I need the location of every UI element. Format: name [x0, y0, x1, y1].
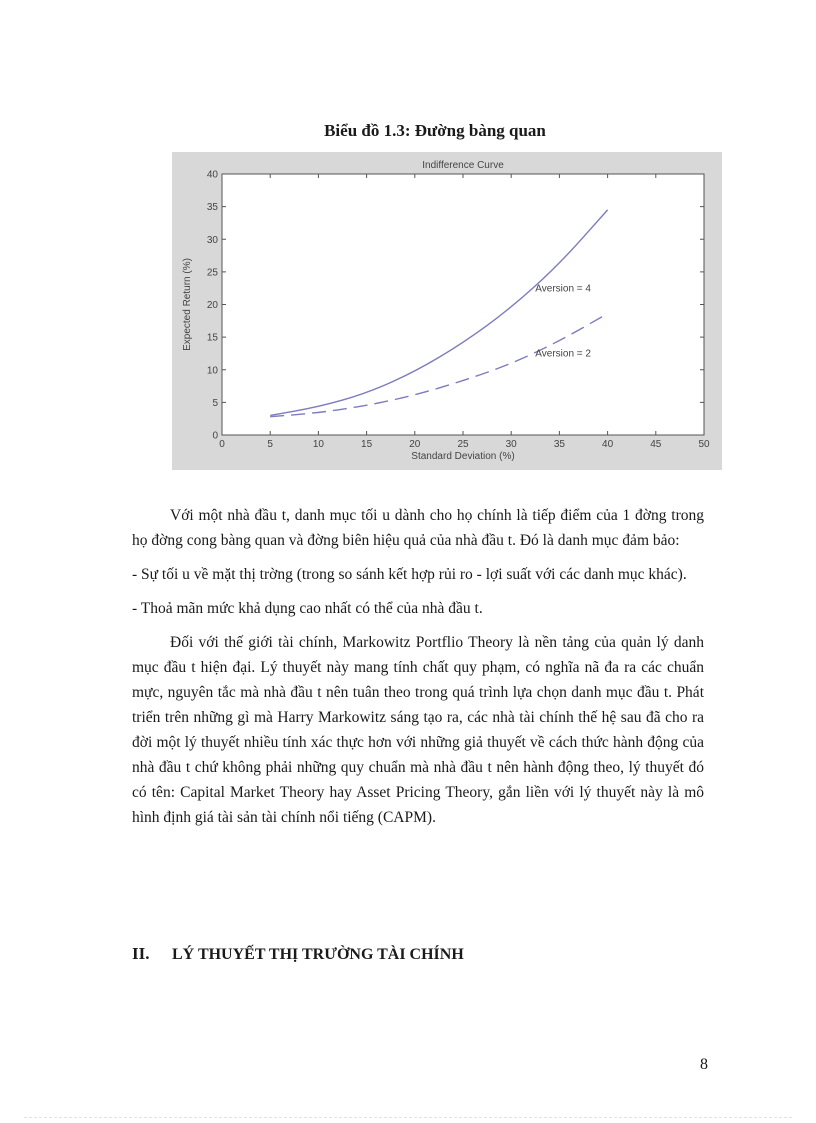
x-tick-label: 5	[267, 439, 273, 450]
x-tick-label: 35	[553, 439, 565, 450]
y-tick-label: 40	[206, 169, 218, 181]
y-tick-label: 5	[212, 397, 218, 409]
section-title: LÝ THUYẾT THỊ TRƯỜNG TÀI CHÍNH	[172, 946, 464, 963]
x-tick-label: 0	[219, 439, 225, 450]
y-tick-label: 25	[206, 267, 218, 279]
y-tick-label: 10	[206, 365, 218, 377]
x-tick-label: 30	[505, 439, 517, 450]
x-tick-label: 25	[457, 439, 469, 450]
y-tick-label: 30	[206, 234, 218, 246]
y-tick-label: 35	[206, 202, 218, 214]
plot-area	[222, 174, 704, 435]
x-tick-label: 45	[650, 439, 662, 450]
footer-divider	[24, 1117, 792, 1118]
section-heading	[132, 942, 704, 967]
bullet-market-optimum: - Sự tối u về mặt thị trờng (trong so sánh kết hợp rủi ro - lợi suất với các danh mục khác).	[132, 566, 687, 583]
y-axis-label: Expected Return (%)	[182, 258, 193, 351]
bullet-max-utility: - Thoả mãn mức khả dụng cao nhất có thể của nhà đầu t.	[132, 600, 483, 617]
page-number: 8	[700, 1056, 708, 1073]
series-annotation-2: Aversion = 2	[535, 348, 591, 360]
x-tick-label: 20	[409, 439, 421, 450]
series-annotation-1: Aversion = 4	[535, 283, 591, 295]
x-axis-label: Standard Deviation (%)	[411, 451, 515, 462]
x-tick-label: 10	[312, 439, 324, 450]
paragraph-1: Với một nhà đầu t, danh mục tối u dành cho họ chính là tiếp điểm của 1 đờng trong họ đờng cong bàng quan và đờng biên hiệu quả của nhà đầu t. Đó là danh mục đảm bảo:	[132, 507, 704, 549]
y-tick-label: 0	[212, 430, 218, 442]
chart-title: Indifference Curve	[422, 160, 504, 171]
x-tick-label: 50	[698, 439, 710, 450]
chart-svg	[172, 152, 722, 470]
indifference-curve-chart	[172, 152, 722, 470]
y-tick-label: 20	[206, 300, 218, 311]
paragraph-2: Đối với thế giới tài chính, Markowitz Portflio Theory là nền tảng của quản lý danh mục đầu t hiện đại. Lý thuyết này mang tính chất quy phạm, có nghĩa nã đa ra các chuẩn mực, nguyên tắc mà nhà đầu t nên tuân theo trong quá trình lựa chọn danh mục đầu t. Phát triển trên những gì mà Harry Markowitz sáng tạo ra, các nhà tài chính thế hệ sau đã cho ra đời một lý thuyết nhiều tính xác thực hơn với những giả thuyết về cách thức hành động của nhà đầu t chứ không phải những quy chuẩn mà nhà đầu t nên hành động theo, lý thuyết đó có tên: Capital Market Theory hay Asset Pricing Theory, gắn liền với lý thuyết này là mô hình định giá tài sản tài chính nổi tiếng (CAPM).	[132, 634, 704, 826]
x-tick-label: 15	[361, 439, 373, 450]
section-number: II.	[132, 944, 150, 963]
y-tick-label: 15	[206, 332, 218, 344]
figure-caption: Biểu đồ 1.3: Đường bàng quan	[324, 121, 546, 140]
body-text	[132, 503, 704, 830]
x-tick-label: 40	[602, 439, 614, 450]
